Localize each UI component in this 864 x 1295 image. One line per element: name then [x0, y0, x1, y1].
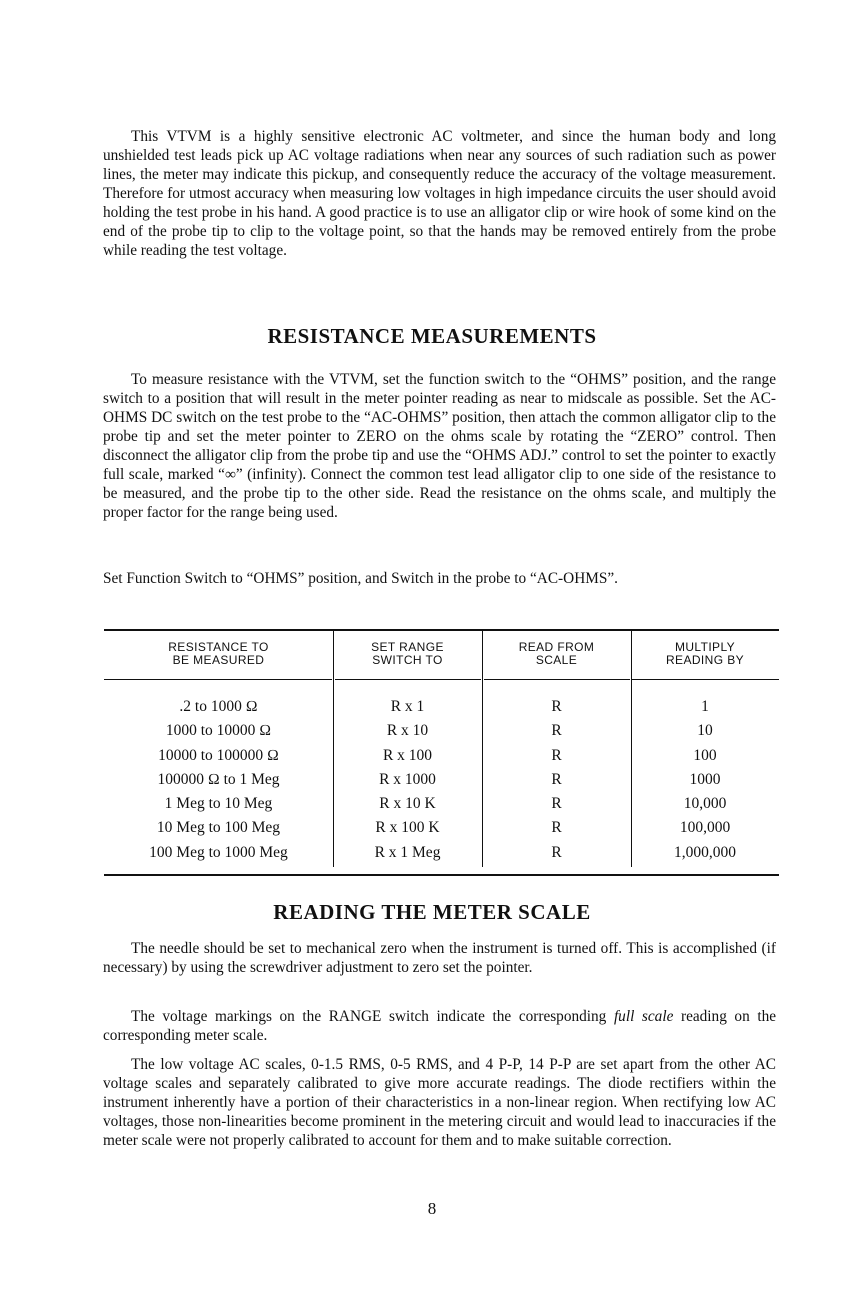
header-line: SET RANGE: [371, 640, 444, 654]
header-read-from-scale: [482, 641, 631, 667]
header-rule: [335, 679, 481, 680]
intro-paragraph: This VTVM is a highly sensitive electronic AC voltmeter, and since the human body and long unshielded test leads pick up AC voltage radiations when near any sources of such radiation such as power lines, the meter may indicate this pickup, and consequently reduce the accuracy of the voltage measurement. Therefore for utmost accuracy when measuring low voltages in high impedance circuits the user should avoid holding the test probe in his hand. A good practice is to use an alligator clip or wire hook of some kind on the end of the probe tip to clip to the voltage point, so that the hands may be removed entirely from the probe while reading the test voltage.: [103, 128, 776, 259]
header-line: BE MEASURED: [172, 653, 265, 667]
voltage-markings-paragraph: [103, 1007, 776, 1045]
table-cell: 1000: [689, 770, 721, 788]
header-line: SCALE: [535, 653, 578, 667]
table-cell: R x 1000: [379, 770, 436, 788]
table-cell: R x 1 Meg: [374, 843, 441, 861]
table-cell: 1000 to 10000 Ω: [165, 722, 272, 740]
resistance-range-table: [104, 629, 779, 877]
table-cell: 10 Meg to 100 Meg: [156, 819, 281, 837]
voltage-text-emphasis: full scale: [613, 1008, 674, 1025]
set-function-paragraph: Set Function Switch to “OHMS” position, and Switch in the probe to “AC-OHMS”.: [103, 570, 618, 587]
voltage-text-after: reading on the corresponding meter scale.: [103, 1008, 777, 1044]
header-rule: [632, 679, 779, 680]
resistance-paragraph: To measure resistance with the VTVM, set the function switch to the “OHMS” position, and the range switch to a position that will result in the meter pointer reading as near to midscale as possible. Set the AC-OHMS DC switch on the test probe to the “AC-OHMS” position, then attach the common alligator clip to the probe tip and set the meter pointer to ZERO on the ohms scale by rotating the “ZERO” control. Then disconnect the alligator clip from the probe tip and use the “OHMS ADJ.” control to set the pointer to exactly full scale, marked “∞” (infinity). Connect the common test lead alligator clip to one side of the resistance to be measured, and the probe tip to the other side. Read the resistance on the ohms scale, and multiply the proper factor for the range being used.: [103, 371, 776, 521]
header-set-range-switch-to: [333, 641, 482, 667]
header-line: READ FROM: [518, 640, 595, 654]
range-switch-column: [333, 695, 482, 865]
table-cell: R: [551, 770, 562, 788]
table-cell: 10,000: [683, 795, 727, 813]
multiplier-column: [631, 695, 779, 865]
table-cell: 100: [693, 746, 717, 764]
resistance-range-column: [104, 695, 333, 865]
table-top-rule: [104, 629, 779, 631]
table-cell: 10: [697, 722, 713, 740]
table-cell: .2 to 1000 Ω: [179, 698, 258, 715]
table-cell: R: [551, 698, 562, 715]
scale-column: [482, 695, 631, 865]
table-cell: R: [551, 722, 562, 740]
header-rule: [484, 679, 630, 680]
table-cell: R: [551, 746, 562, 764]
table-cell: 1: [701, 698, 709, 715]
table-cell: 100,000: [679, 819, 731, 837]
table-bottom-rule: [104, 874, 779, 876]
table-cell: R: [551, 795, 562, 813]
table-cell: R x 100 K: [375, 819, 440, 837]
table-cell: 100 Meg to 1000 Meg: [149, 843, 288, 861]
voltage-text-before: The voltage markings on the RANGE switch indicate the corresponding: [131, 1008, 614, 1025]
reading-meter-scale-heading: READING THE METER SCALE: [273, 900, 591, 924]
page-number: 8: [427, 1199, 437, 1218]
table-cell: R: [551, 819, 562, 837]
needle-paragraph: The needle should be set to mechanical zero when the instrument is turned off. This is accomplished (if necessary) by using the screwdriver adjustment to zero set the pointer.: [103, 940, 776, 976]
table-cell: 1,000,000: [674, 843, 736, 861]
table-cell: R x 1: [390, 698, 425, 715]
table-cell: 100000 Ω to 1 Meg: [157, 770, 280, 788]
table-cell: R x 100: [382, 746, 433, 764]
header-multiply-reading-by: [631, 641, 779, 667]
header-resistance-to-be-measured: [104, 641, 333, 667]
table-cell: 1 Meg to 10 Meg: [164, 795, 273, 813]
table-cell: R: [551, 843, 562, 861]
resistance-measurements-heading: RESISTANCE MEASUREMENTS: [267, 324, 597, 348]
header-rule: [104, 679, 332, 680]
table-cell: R x 10: [386, 722, 429, 740]
low-voltage-paragraph: The low voltage AC scales, 0-1.5 RMS, 0-5 RMS, and 4 P-P, 14 P-P are set apart from the other AC voltage scales and separately calibrated to give more accurate readings. The diode rectifiers within the instrument inherently have a portion of their characteristics in a non-linear region. When rectifying low AC voltages, those non-linearities become prominent in the metering circuit and would lead to inaccuracies if the meter scale were not properly calibrated to account for them and to make suitable correction.: [103, 1056, 776, 1149]
header-line: RESISTANCE TO: [168, 640, 269, 654]
table-cell: 10000 to 100000 Ω: [158, 746, 279, 764]
header-line: SWITCH TO: [372, 653, 443, 667]
table-cell: R x 10 K: [379, 795, 436, 813]
header-line: MULTIPLY: [674, 640, 736, 654]
header-line: READING BY: [665, 653, 744, 667]
